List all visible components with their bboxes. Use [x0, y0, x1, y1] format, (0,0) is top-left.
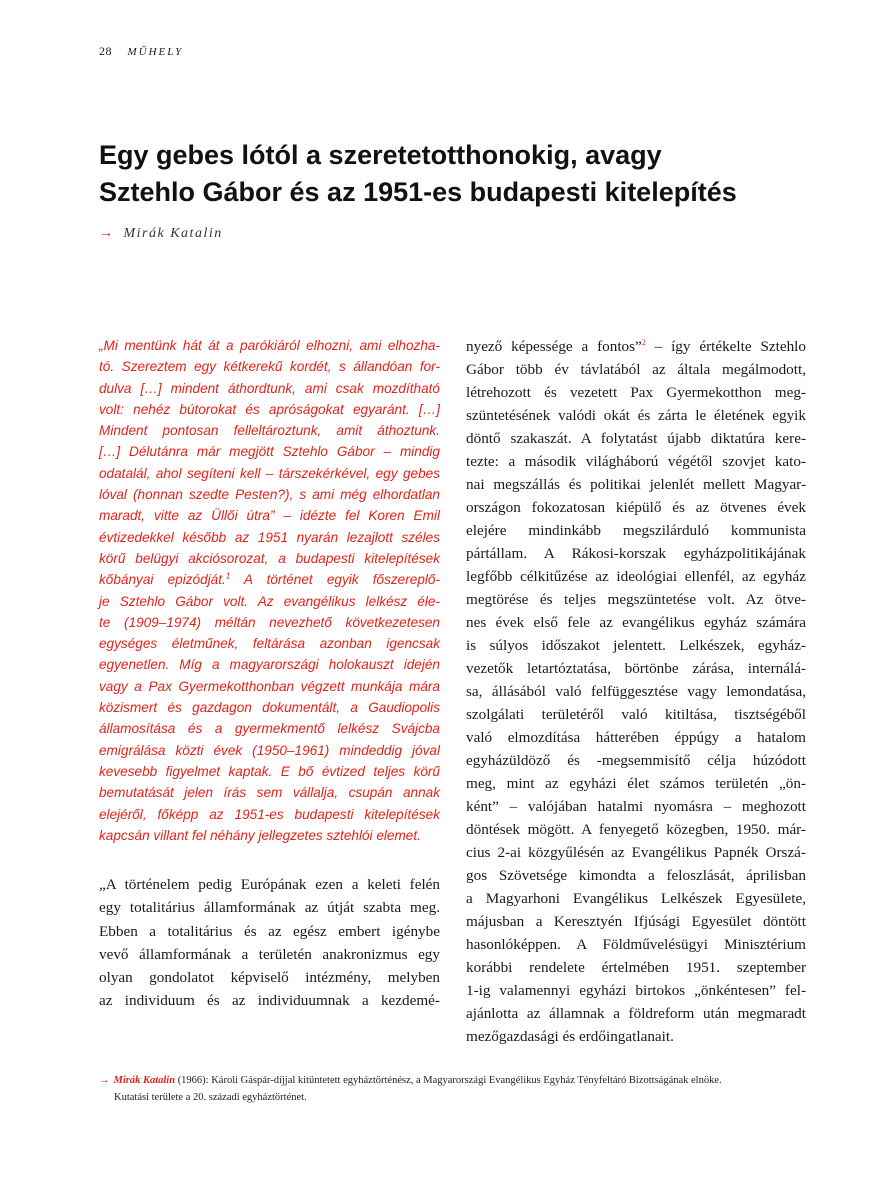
body-line: megtörése és teljes megszüntetése volt. Az ötve- — [466, 591, 806, 608]
body-line: Ebben a totalitárius és az egész embert igénybe — [99, 922, 440, 940]
quote-line: elejéről, főképp az 1951-es budapesti kitelepítések — [99, 806, 440, 822]
quote-line: tó. Szereztem egy kétkerekű kordét, s állandóan for- — [99, 359, 440, 375]
quote-line: je Sztehlo Gábor volt. Az evangélikus lelkész éle- — [99, 593, 440, 609]
quote-line: egységes életműnek, feltárása azonban igencsak — [99, 636, 440, 652]
footnote-line: Kutatási területe a 20. századi egyháztörténet. — [114, 1092, 307, 1103]
body-line: való elmozdítása hátterében éppúgy a hatalom — [466, 729, 806, 746]
quote-line: államosítása és a gyermekmentő lelkész Svájcba — [99, 721, 440, 737]
quote-line: odatalál, ahol segíteni kell – társzekérkével, egy gebes — [99, 465, 440, 481]
author-footnote — [99, 1072, 819, 1106]
quote-text: kőbányai epizódját. — [99, 572, 226, 588]
body-line: korábbi rendelete értelmében 1951. szeptember — [466, 959, 806, 976]
body-line: döntések mögött. A fenyegető közegben, 1950. már- — [466, 821, 806, 838]
quote-text: A történet egyik főszereplő- — [230, 572, 440, 588]
body-line: létrehozott és vezetett Pax Gyermekotthon meg- — [466, 384, 806, 401]
body-line — [466, 335, 806, 358]
page-number: 28 — [99, 44, 112, 58]
body-line: elejére mindinkább megszilárduló kommunista — [466, 522, 806, 539]
body-line: hasonlóképpen. A Földművelésügyi Minisztérium — [466, 936, 806, 953]
section-name: MŰHELY — [127, 46, 184, 58]
body-line: pártállam. A Rákosi-korszak egyházpolitikájának — [466, 545, 806, 562]
author-name: Mirák Katalin — [123, 226, 223, 241]
quote-line: bemutatását jelen írás sem vállalja, csupán annak — [99, 785, 440, 801]
body-line: Gábor több év távlatából az általa megálmodott, — [466, 361, 806, 378]
body-line: a Magyarhoni Evangélikus Lelkészek Egyesülete, — [466, 890, 806, 907]
body-line: mezőgazdasági és erdőingatlanait. — [466, 1028, 674, 1045]
quote-line: körű belügyi akciósorozat, a budapesti kitelepítések — [99, 550, 440, 566]
title-line: Sztehlo Gábor és az 1951-es budapesti kitelepítés — [99, 177, 737, 207]
right-column — [466, 335, 806, 1048]
body-line: májusban a Keresztyén Ifjúsági Egyesület döntött — [466, 913, 806, 930]
quote-line: […] Délutánra már megjött Sztehlo Gábor – mindig — [99, 444, 440, 460]
quote-line: Mindent pontosan felleltároztunk, amit áthoztunk. — [99, 423, 440, 439]
arrow-icon: → — [99, 226, 115, 241]
body-line: egyházüldöző és -megsemmisítő célja húzódott — [466, 752, 806, 769]
quote-line: közismert és gazdagon dokumentált, a Gaudiopolis — [99, 700, 440, 716]
footnote-line — [99, 1072, 819, 1089]
body-line: „A történelem pedig Európának ezen a keleti felén — [99, 876, 440, 894]
body-text: – így értékelte Sztehlo — [645, 338, 806, 355]
body-text: nyező képessége a fontos” — [466, 338, 642, 355]
arrow-icon: → — [99, 1075, 110, 1086]
quote-line: volt: nehéz bútorokat és apróságokat egyaránt. […] — [99, 401, 440, 417]
quote-line — [99, 569, 440, 590]
author-byline — [99, 226, 223, 242]
quote-line: vagy a Pax Gyermekotthonban végzett munkája mára — [99, 678, 440, 694]
body-line: sa, állásából való felfüggesztése vagy lemondatása, — [466, 683, 806, 700]
intro-quote — [99, 335, 440, 846]
body-line: 1-ig valamennyi egyházi birtokos „önkéntesen” fel- — [466, 982, 806, 999]
quote-line: maradt, vitte az Üllői útra” – idézte fel Koren Emil — [99, 508, 440, 524]
footnote-text: (1966): Károli Gáspár-díjjal kitüntetett egyháztörténész, a Magyarországi Evangélikus Egyház Tényfeltáró Bizottságának elnöke. — [175, 1075, 722, 1086]
quote-line: évtizedekkel később az 1951 nyarán lezajlott széles — [99, 529, 440, 545]
article-title — [99, 137, 799, 211]
body-line: szüntetésének valódi okát és zárta le életének egyik — [466, 407, 806, 424]
quote-line: emigrálása közti évek (1950–1961) mindeddig jóval — [99, 742, 440, 758]
title-line: Egy gebes lótól a szeretetotthonokig, avagy — [99, 140, 662, 170]
body-line: vezetők letartóztatása, börtönbe zárása, internálá- — [466, 660, 806, 677]
body-line: olyan gondolatot képviselő intézmény, melyben — [99, 968, 440, 986]
body-line: országon fokozatosan kiépülő és az ötvenes évek — [466, 499, 806, 516]
body-line: ajánlotta az államnak a földreform után megmaradt — [466, 1005, 806, 1022]
body-line: tezte: a második világháború végétől szovjet kato- — [466, 453, 806, 470]
footnote-author: Mirák Katalin — [113, 1075, 176, 1086]
body-line: vevő államformának a területén anakronizmus egy — [99, 945, 440, 963]
quote-line: dulva […] mindent áthordtunk, ami csak mozdítható — [99, 380, 440, 396]
quote-line: egyenetlen. Míg a magyarországi holokauszt idején — [99, 657, 440, 673]
quote-line: te (1909–1974) méltán nevezhető következetesen — [99, 614, 440, 630]
quote-line: „Mi mentünk hát át a parókiáról elhozni, ami elhozha- — [99, 338, 440, 353]
body-line: gos Szövetsége kimondta a feloszlását, áprilisban — [466, 867, 806, 884]
footnote-ref[interactable]: 1 — [225, 571, 231, 581]
body-line: is súlyos időszakot jelentett. Lelkészek, egyház- — [466, 637, 806, 654]
footnote-ref[interactable]: 2 — [641, 337, 646, 347]
left-column — [99, 335, 440, 1012]
body-line: cius 2-ai közgyűlésén az Evangélikus Papnék Orszá- — [466, 844, 806, 861]
body-line: nai megszállás és politikai jelenlét mellett Magyar- — [466, 476, 806, 493]
body-line: egy totalitárius államformának az útját szabta meg. — [99, 899, 440, 917]
quote-line: lóval (honnan szedte Pesten?), s ami még elhordatlan — [99, 487, 440, 503]
body-line: az individuum és az individuumnak a kezdemé- — [99, 992, 440, 1010]
quote-line: kapcsán villant fel néhány jellegzetes sztehlói elemet. — [99, 827, 421, 843]
body-line: meg, mint az egyházi élet számos területén „ön- — [466, 775, 806, 792]
body-line: legfőbb célkitűzése az ideológiai ellenfél, az egyház — [466, 568, 806, 585]
body-line: szolgálati területéről való kitiltása, tisztségéből — [466, 706, 806, 723]
body-text-left — [99, 873, 440, 1012]
body-line: nes évek első fele az evangélikus egyház számára — [466, 614, 806, 631]
body-line: ként” – valójában hatalmi nyomásra – meghozott — [466, 798, 806, 815]
body-line: döntő szakaszát. A folytatást újabb diktatúra kere- — [466, 430, 806, 447]
running-head — [99, 44, 183, 59]
quote-line: kevesebb figyelmet kaptak. E bő évtized teljes körű — [99, 763, 440, 779]
